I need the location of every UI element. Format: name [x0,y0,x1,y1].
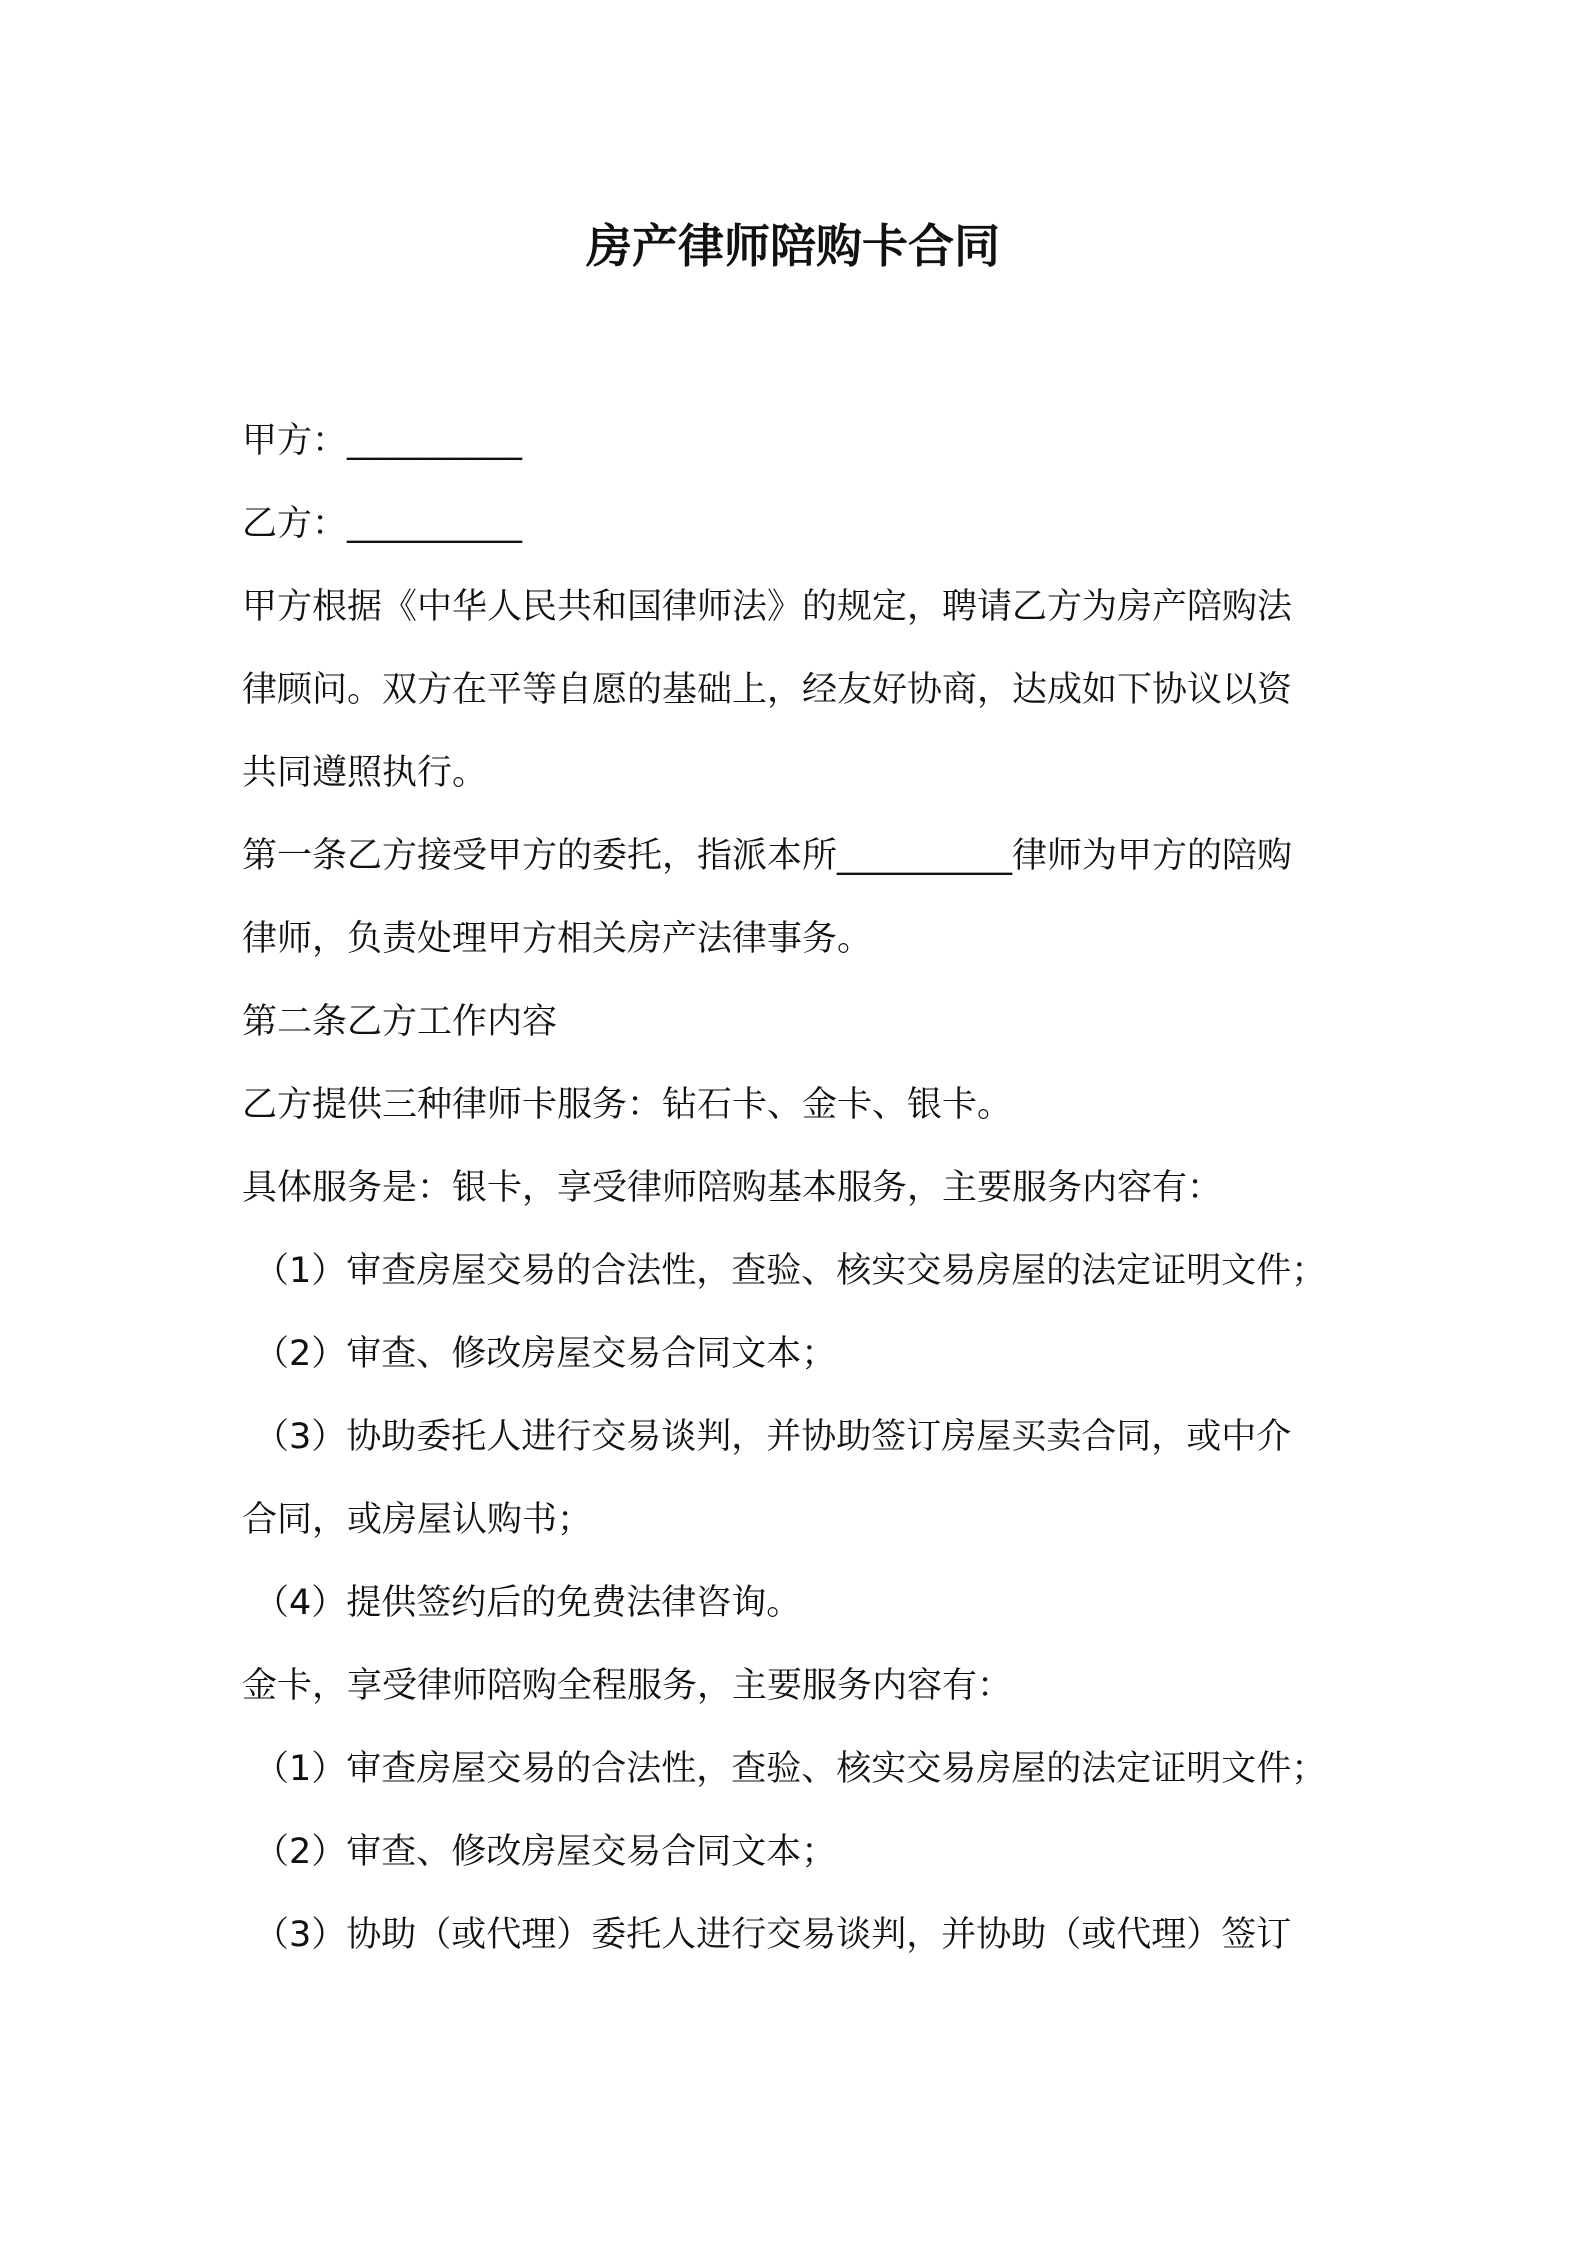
list-item: （3）协助委托人进行交易谈判，并协助签订房屋买卖合同，或中介 [254,1417,1292,1457]
article-one-line: 第一条乙方接受甲方的委托，指派本所__________律师为甲方的陪购 [242,836,1293,876]
list-item: （3）协助（或代理）委托人进行交易谈判，并协助（或代理）签订 [254,1915,1292,1955]
list-item: （1）审查房屋交易的合法性，查验、核实交易房屋的法定证明文件； [254,1251,1327,1291]
paragraph-line: 乙方提供三种律师卡服务：钻石卡、金卡、银卡。 [242,1085,1013,1125]
paragraph-line: 金卡，享受律师陪购全程服务，主要服务内容有： [242,1666,1013,1706]
paragraph-line: 共同遵照执行。 [242,753,488,793]
paragraph-line: 合同，或房屋认购书； [242,1500,593,1540]
paragraph-line: 具体服务是：银卡，享受律师陪购基本服务，主要服务内容有： [242,1168,1223,1208]
document-title: 房产律师陪购卡合同 [586,219,1000,273]
list-item: （4）提供签约后的免费法律咨询。 [254,1583,802,1623]
contract-body [242,400,1372,1977]
party-b-line: 乙方：__________ [242,504,523,544]
article-two-heading: 第二条乙方工作内容 [242,1002,558,1042]
list-item: （2）审查、修改房屋交易合同文本； [254,1334,837,1374]
paragraph-line: 甲方根据《中华人民共和国律师法》的规定，聘请乙方为房产陪购法 [242,587,1293,627]
list-item: （1）审查房屋交易的合法性，查验、核实交易房屋的法定证明文件； [254,1749,1327,1789]
paragraph-line: 律师，负责处理甲方相关房产法律事务。 [242,919,873,959]
party-a-line: 甲方：__________ [242,421,523,461]
paragraph-line: 律顾问。双方在平等自愿的基础上，经友好协商，达成如下协议以资 [242,670,1293,710]
list-item: （2）审查、修改房屋交易合同文本； [254,1832,837,1872]
